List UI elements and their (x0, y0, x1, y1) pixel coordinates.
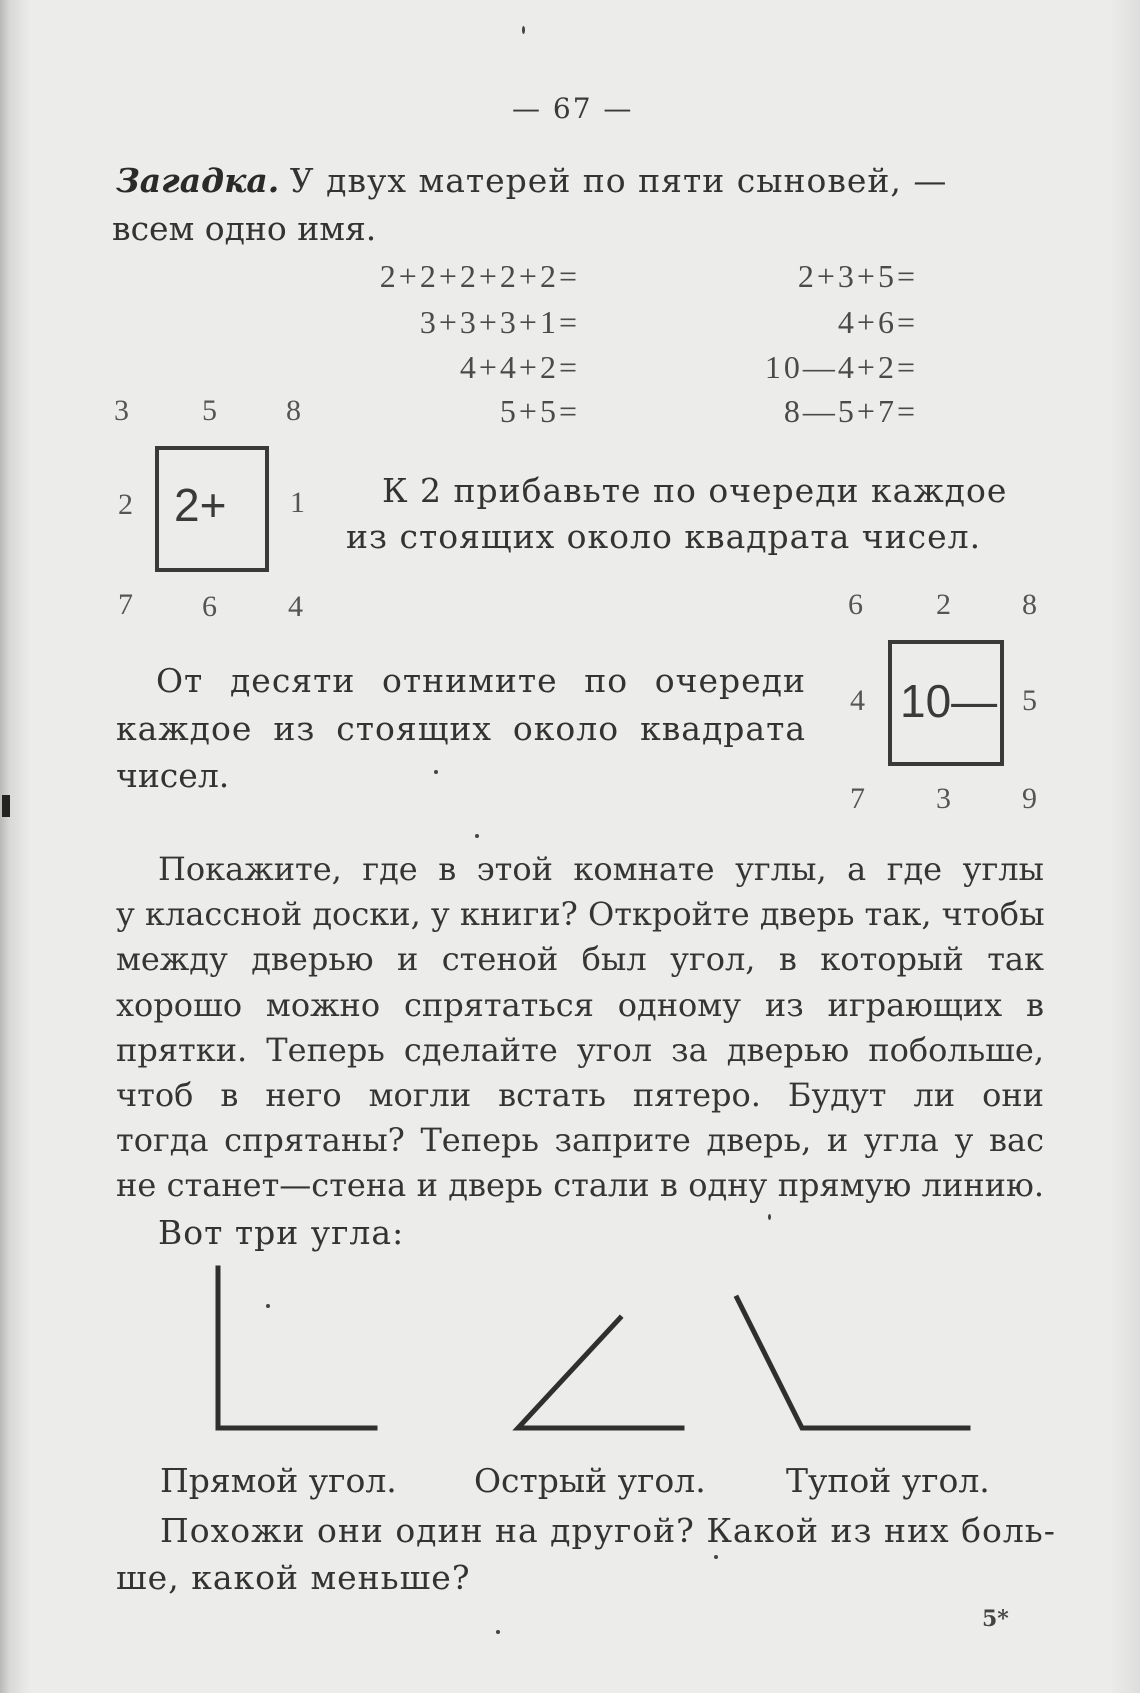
caption-obtuse-angle: Тупой угол. (786, 1461, 990, 1500)
question-line-2: ше, какой меньше? (116, 1558, 471, 1597)
angles-paragraph-line: чтоб в него могли встать пятеро. Будут ли они (116, 1076, 1044, 1115)
square1-bottom-2: 6 (202, 590, 217, 623)
square1-center: 2+ (174, 479, 227, 531)
equation-left-2: 3+3+3+1= (419, 304, 580, 340)
square2-instruction-2: каждое из стоящих около квадрата (116, 709, 806, 748)
angles-paragraph-line: Покажите, где в этой комнате углы, а где углы (158, 850, 1044, 888)
square2-center: 10— (900, 675, 998, 727)
riddle-line-2: всем одно имя. (112, 209, 377, 248)
equation-right-2: 4+6= (837, 304, 918, 340)
square2-bottom-2: 3 (936, 782, 951, 815)
scan-speck (522, 26, 525, 34)
square1-right: 1 (290, 486, 305, 519)
question-line-1: Похожи они один на другой? Какой из них боль- (160, 1511, 1056, 1550)
scan-speck (714, 1555, 718, 1559)
binding-mark (2, 795, 10, 817)
scan-speck (434, 770, 438, 774)
scan-speck (496, 1630, 500, 1634)
equation-right-4: 8—5+7= (783, 393, 918, 429)
scan-speck (475, 834, 479, 838)
square2-instruction-1: От десяти отнимите по очереди (156, 661, 806, 700)
caption-right-angle: Прямой угол. (160, 1461, 397, 1500)
angles-paragraph-line: тогда спрятаны? Теперь заприте дверь, и угла у вас (116, 1121, 1044, 1160)
square1-instruction-2: из стоящих около квадрата чисел. (346, 517, 982, 556)
acute-angle-figure (518, 1318, 682, 1428)
square1-top-1: 3 (114, 394, 129, 427)
square2-left: 4 (850, 684, 865, 717)
square1-instruction-1: К 2 прибавьте по очереди каждое (382, 471, 1008, 510)
square1-left: 2 (118, 488, 133, 521)
page-number: — 67 — (512, 92, 634, 125)
square1-top-2: 5 (202, 394, 217, 427)
square2-top-2: 2 (936, 588, 951, 621)
angles-paragraph-line: прятки. Теперь сделайте угол за дверью побольше, (116, 1030, 1044, 1069)
obtuse-angle-figure (737, 1298, 968, 1428)
equation-left-1: 2+2+2+2+2= (379, 258, 580, 294)
equation-right-1: 2+3+5= (797, 258, 918, 294)
square2-right: 5 (1022, 684, 1037, 717)
square1-bottom-3: 4 (288, 590, 303, 623)
angles-paragraph-line: у классной доски, у книги? Откройте дверь так, чтобы (116, 895, 1045, 934)
square2-instruction-3: чисел. (116, 756, 230, 795)
signature-mark: 5* (982, 1606, 1009, 1632)
square2-top-1: 6 (848, 588, 863, 621)
angles-paragraph-line: не станет—стена и дверь стали в одну прямую линию. (116, 1166, 1044, 1205)
scan-speck (266, 1304, 270, 1308)
square1-bottom-1: 7 (118, 588, 133, 621)
angles-paragraph-line: между дверью и стеной был угол, в который так (116, 940, 1044, 979)
caption-acute-angle: Острый угол. (474, 1461, 706, 1500)
riddle-label: Загадка. (116, 161, 280, 200)
scan-speck (768, 1214, 771, 1220)
riddle-text-1: У двух матерей по пяти сыновей, — (289, 161, 948, 200)
right-angle-figure (218, 1268, 375, 1428)
square2-top-3: 8 (1022, 588, 1037, 621)
equation-right-3: 10—4+2= (764, 349, 918, 385)
equation-left-4: 5+5= (499, 393, 580, 429)
three-angles-intro: Вот три угла: (158, 1213, 405, 1252)
square1-top-3: 8 (286, 394, 301, 427)
square2-bottom-1: 7 (850, 782, 865, 815)
equation-left-3: 4+4+2= (459, 349, 580, 385)
square2-bottom-3: 9 (1022, 782, 1037, 815)
angles-paragraph-line: хорошо можно спрятаться одному из играющих в (116, 985, 1044, 1024)
